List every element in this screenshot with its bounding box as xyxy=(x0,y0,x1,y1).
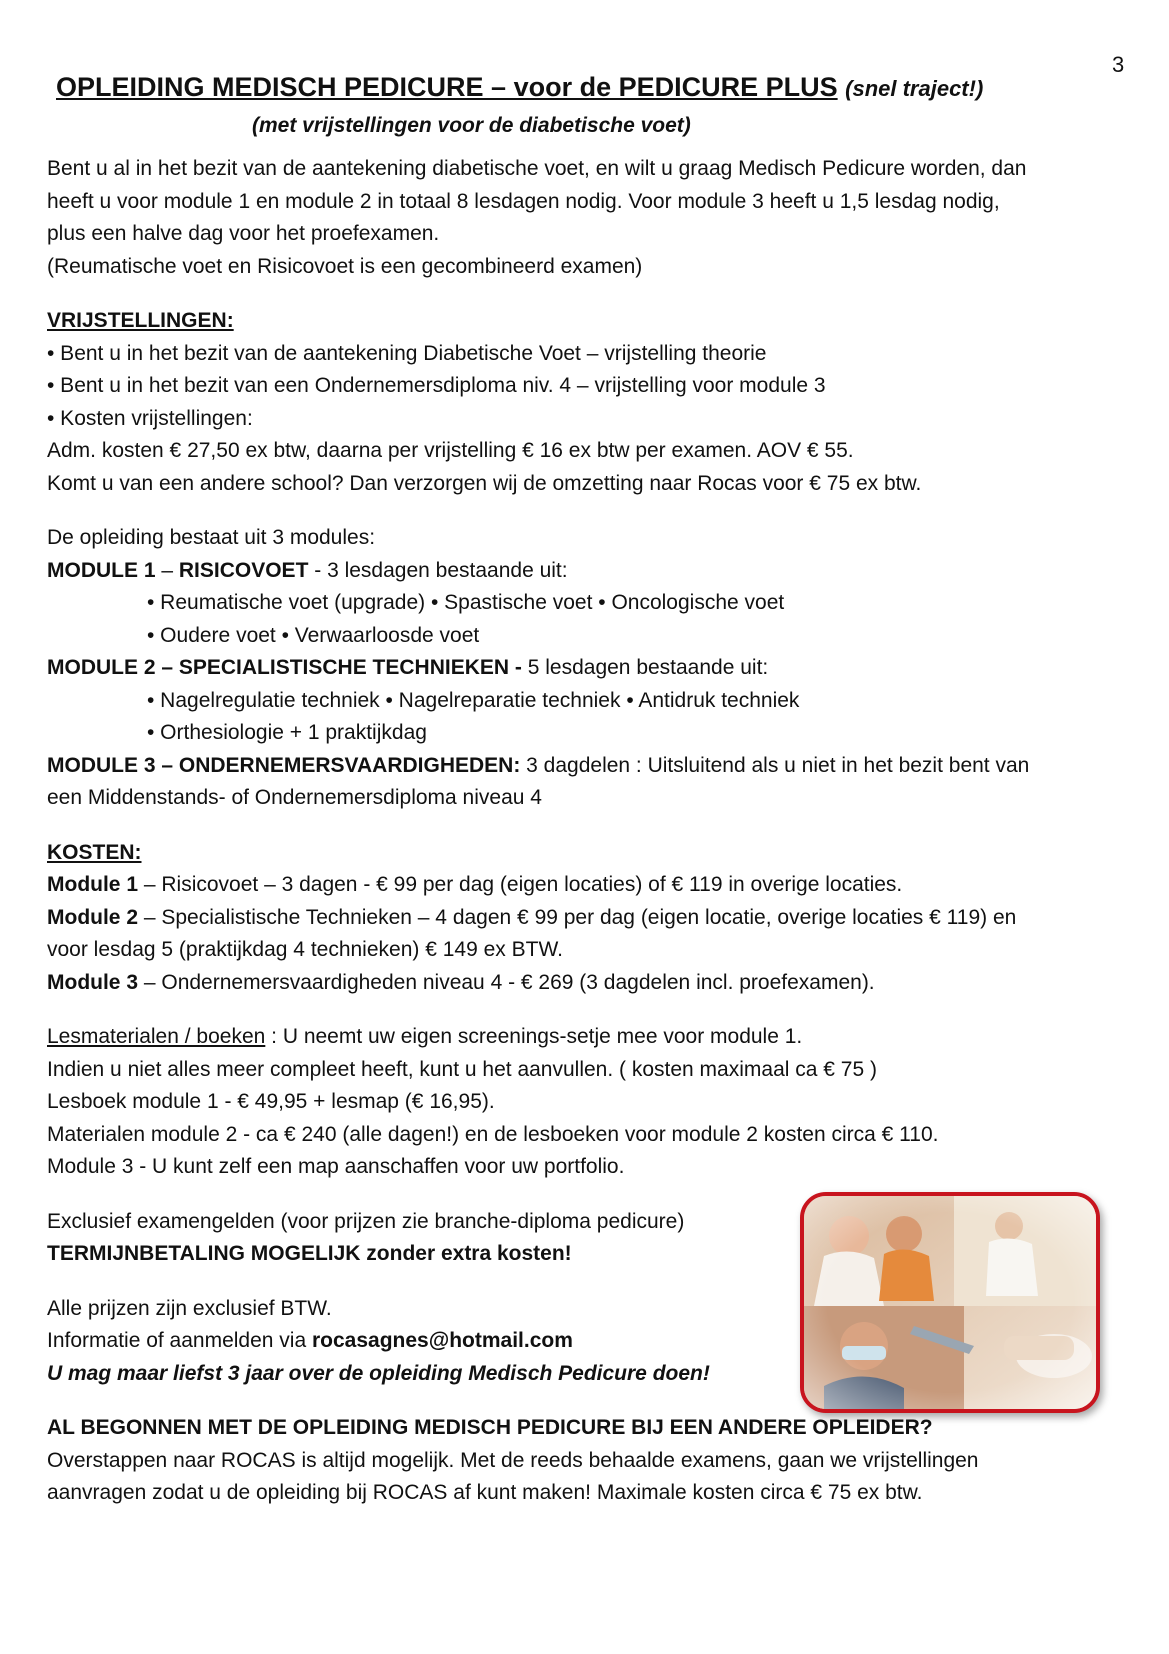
module-3-rest: 3 dagdelen : Uitsluitend als u niet in het bezit bent van xyxy=(520,753,1030,777)
overstap-line: aanvragen zodat u de opleiding bij ROCAS af kunt maken! Maximale kosten circa € 75 ex btw. xyxy=(47,1481,923,1504)
module-3-line2: een Middenstands- of Ondernemersdiploma niveau 4 xyxy=(47,786,542,809)
module-1-item: • Oudere voet • Verwaarloosde voet xyxy=(147,623,480,647)
drie-jaar-text: U mag maar liefst 3 jaar over de opleiding Medisch Pedicure doen! xyxy=(47,1361,710,1385)
page-title xyxy=(56,72,983,103)
kosten-module-1 xyxy=(47,869,1127,902)
page-title-note: (snel traject!) xyxy=(845,76,984,101)
kosten-module-3 xyxy=(47,967,1127,1000)
intro-line: plus een halve dag voor het proefexamen. xyxy=(47,222,440,245)
info-text: Informatie of aanmelden via xyxy=(47,1329,312,1352)
kosten-module-2-line2: voor lesdag 5 (praktijkdag 4 technieken) € 149 ex BTW. xyxy=(47,938,563,961)
kosten-section xyxy=(47,837,1127,1000)
kosten-heading: KOSTEN: xyxy=(47,840,142,864)
vrijstellingen-heading: VRIJSTELLINGEN: xyxy=(47,309,234,332)
modules-section xyxy=(47,522,1127,815)
lesmaterialen-item: Materialen module 2 - ca € 240 (alle dagen!) en de lesboeken voor module 2 kosten circa € 110. xyxy=(47,1122,939,1146)
module-3-line xyxy=(47,750,1127,783)
module-2-line xyxy=(47,652,1127,685)
kosten-module-2-text: – Specialistische Technieken – 4 dagen € 99 per dag (eigen locatie, overige locaties € 119) en xyxy=(138,905,1017,929)
vrijstelling-item: Adm. kosten € 27,50 ex btw, daarna per vrijstelling € 16 ex btw per examen. AOV € 55. xyxy=(47,439,854,462)
module-1-rest: - 3 lesdagen bestaande uit: xyxy=(308,558,568,582)
intro-paragraph xyxy=(47,153,1127,283)
lesmaterialen-first-rest: : U neemt uw eigen screenings-setje mee voor module 1. xyxy=(265,1025,803,1048)
lesmaterialen-label: Lesmaterialen / boeken xyxy=(47,1025,266,1048)
lesmaterialen-line xyxy=(47,1021,1127,1054)
overstap-line: Overstappen naar ROCAS is altijd mogelijk. Met de reeds behaalde examens, gaan we vrijstellingen xyxy=(47,1448,979,1472)
email-link[interactable]: rocasagnes@hotmail.com xyxy=(311,1329,573,1352)
page-subtitle: (met vrijstellingen voor de diabetische voet) xyxy=(252,114,691,137)
module-2-item: • Orthesiologie + 1 praktijkdag xyxy=(147,721,427,744)
vrijstelling-item: • Kosten vrijstellingen: xyxy=(47,406,253,430)
kosten-module-2-label: Module 2 xyxy=(47,905,139,929)
kosten-module-3-label: Module 3 xyxy=(47,970,139,994)
termijn-text: TERMIJNBETALING MOGELIJK zonder extra kosten! xyxy=(47,1242,572,1265)
vrijstelling-item: Komt u van een andere school? Dan verzorgen wij de omzetting naar Rocas voor € 75 ex btw. xyxy=(47,471,922,495)
kosten-module-1-label: Module 1 xyxy=(47,873,139,896)
lesmaterialen-item: Indien u niet alles meer compleet heeft, kunt u het aanvullen. ( kosten maximaal ca € 75 ) xyxy=(47,1057,877,1081)
module-2-label: MODULE 2 – SPECIALISTISCHE TECHNIEKEN - xyxy=(47,656,522,679)
module-1-line xyxy=(47,555,1127,588)
intro-line: (Reumatische voet en Risicovoet is een gecombineerd examen) xyxy=(47,254,643,278)
vrijstelling-item: • Bent u in het bezit van een Ondernemersdiploma niv. 4 – vrijstelling voor module 3 xyxy=(47,374,826,397)
module-1-label: MODULE 1 xyxy=(47,558,156,582)
modules-intro: De opleiding bestaat uit 3 modules: xyxy=(47,526,376,549)
vrijstelling-item: • Bent u in het bezit van de aantekening Diabetische Voet – vrijstelling theorie xyxy=(47,341,767,365)
page-title-main: OPLEIDING MEDISCH PEDICURE – voor de PEDICURE PLUS xyxy=(56,72,838,102)
kosten-module-3-text: – Ondernemersvaardigheden niveau 4 - € 269 (3 dagdelen incl. proefexamen). xyxy=(138,970,875,994)
prijzen-text: Alle prijzen zijn exclusief BTW. xyxy=(47,1296,332,1320)
module-1-dash: – xyxy=(155,558,179,582)
lesmaterialen-item: Lesboek module 1 - € 49,95 + lesmap (€ 16,95). xyxy=(47,1090,495,1113)
kosten-module-1-text: – Risicovoet – 3 dagen - € 99 per dag (eigen locaties) of € 119 in overige locaties. xyxy=(138,873,903,896)
page-number: 3 xyxy=(1112,52,1125,77)
intro-line: Bent u al in het bezit van de aantekening diabetische voet, en wilt u graag Medisch Pedicure worden, dan xyxy=(47,157,1027,180)
lesmaterialen-item: Module 3 - U kunt zelf een map aanschaffen voor uw portfolio. xyxy=(47,1155,625,1178)
vrijstellingen-section xyxy=(47,305,1127,500)
exclusief-text: Exclusief examengelden (voor prijzen zie branche-diploma pedicure) xyxy=(47,1209,685,1233)
overstap-heading: AL BEGONNEN MET DE OPLEIDING MEDISCH PEDICURE BIJ EEN ANDERE OPLEIDER? xyxy=(47,1416,933,1439)
module-1-item: • Reumatische voet (upgrade) • Spastische voet • Oncologische voet xyxy=(147,591,785,614)
pedicure-photo xyxy=(800,1192,1100,1413)
kosten-module-2 xyxy=(47,902,1127,935)
overstap-section xyxy=(47,1412,1127,1510)
module-1-name: RISICOVOET xyxy=(178,558,309,582)
intro-line: heeft u voor module 1 en module 2 in totaal 8 lesdagen nodig. Voor module 3 heeft u 1,5 lesdag nodig, xyxy=(47,189,1000,213)
module-3-label: MODULE 3 – ONDERNEMERSVAARDIGHEDEN: xyxy=(47,753,521,777)
module-2-rest: 5 lesdagen bestaande uit: xyxy=(521,656,769,679)
lesmaterialen-section xyxy=(47,1021,1127,1184)
module-2-item: • Nagelregulatie techniek • Nagelreparatie techniek • Antidruk techniek xyxy=(147,688,800,712)
